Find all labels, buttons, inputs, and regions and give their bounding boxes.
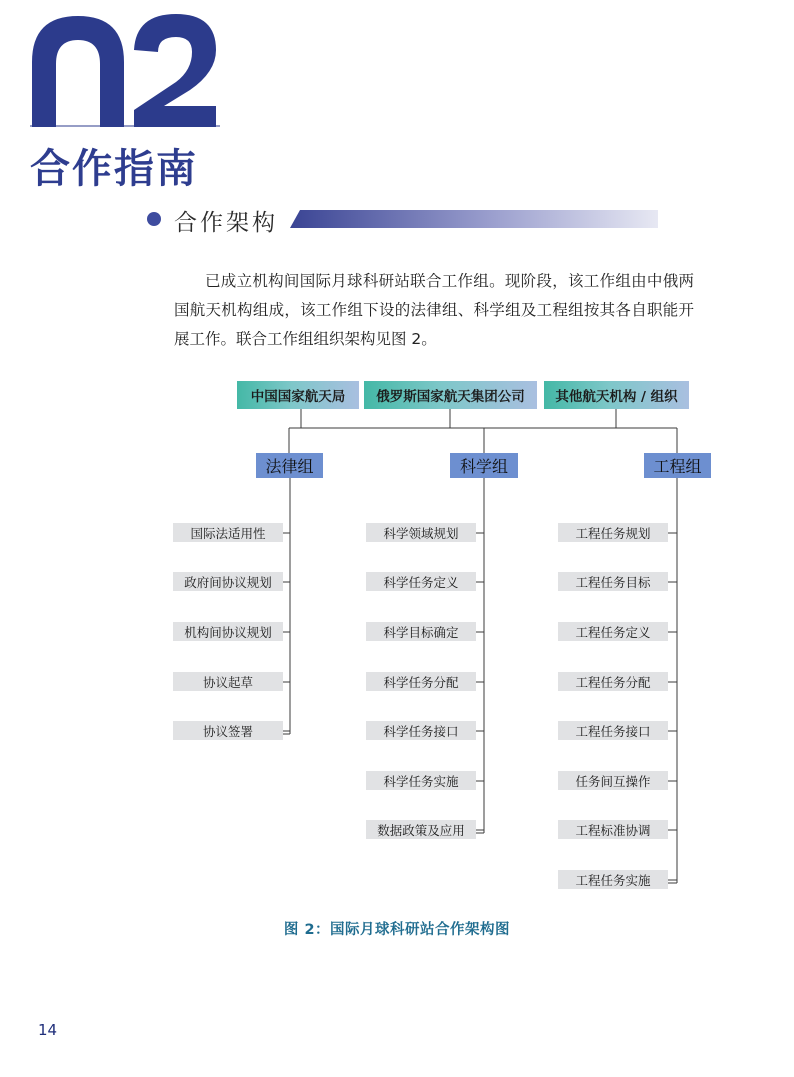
figure-caption: 图 2：国际月球科研站合作架构图: [283, 922, 511, 938]
science-item: 科学领域规划: [366, 523, 476, 542]
engineering-item: 工程任务定义: [558, 622, 668, 641]
science-item: 科学任务实施: [366, 771, 476, 790]
engineering-item: 工程标准协调: [558, 820, 668, 839]
group-science: 科学组: [450, 453, 518, 478]
chapter-title: 合作指南: [30, 145, 198, 192]
group-legal: 法律组: [256, 453, 323, 478]
science-item: 科学目标确定: [366, 622, 476, 641]
science-item: 科学任务接口: [366, 721, 476, 740]
legal-item: 国际法适用性: [173, 523, 283, 542]
engineering-item: 任务间互操作: [558, 771, 668, 790]
engineering-item: 工程任务目标: [558, 572, 668, 591]
legal-item: 政府间协议规划: [173, 572, 283, 591]
engineering-item: 工程任务实施: [558, 870, 668, 889]
org-top-roscosmos: 俄罗斯国家航天集团公司: [364, 381, 537, 409]
engineering-item: 工程任务接口: [558, 721, 668, 740]
legal-item: 协议签署: [173, 721, 283, 740]
group-engineering: 工程组: [644, 453, 711, 478]
engineering-item: 工程任务分配: [558, 672, 668, 691]
engineering-item: 工程任务规划: [558, 523, 668, 542]
legal-item: 机构间协议规划: [173, 622, 283, 641]
page-number: 14: [38, 1021, 58, 1039]
legal-item: 协议起草: [173, 672, 283, 691]
body-paragraph: 已成立机构间国际月球科研站联合工作组。现阶段，该工作组由中俄两国航天机构组成，该工作组下设的法律组、科学组及工程组按其各自职能开展工作。联合工作组组织架构见图 2。: [174, 272, 694, 348]
org-top-other-agencies: 其他航天机构 / 组织: [544, 381, 689, 409]
org-top-cnsa: 中国国家航天局: [237, 381, 359, 409]
section-title: 合作架构: [174, 210, 278, 236]
science-item: 数据政策及应用: [366, 820, 476, 839]
science-item: 科学任务分配: [366, 672, 476, 691]
science-item: 科学任务定义: [366, 572, 476, 591]
